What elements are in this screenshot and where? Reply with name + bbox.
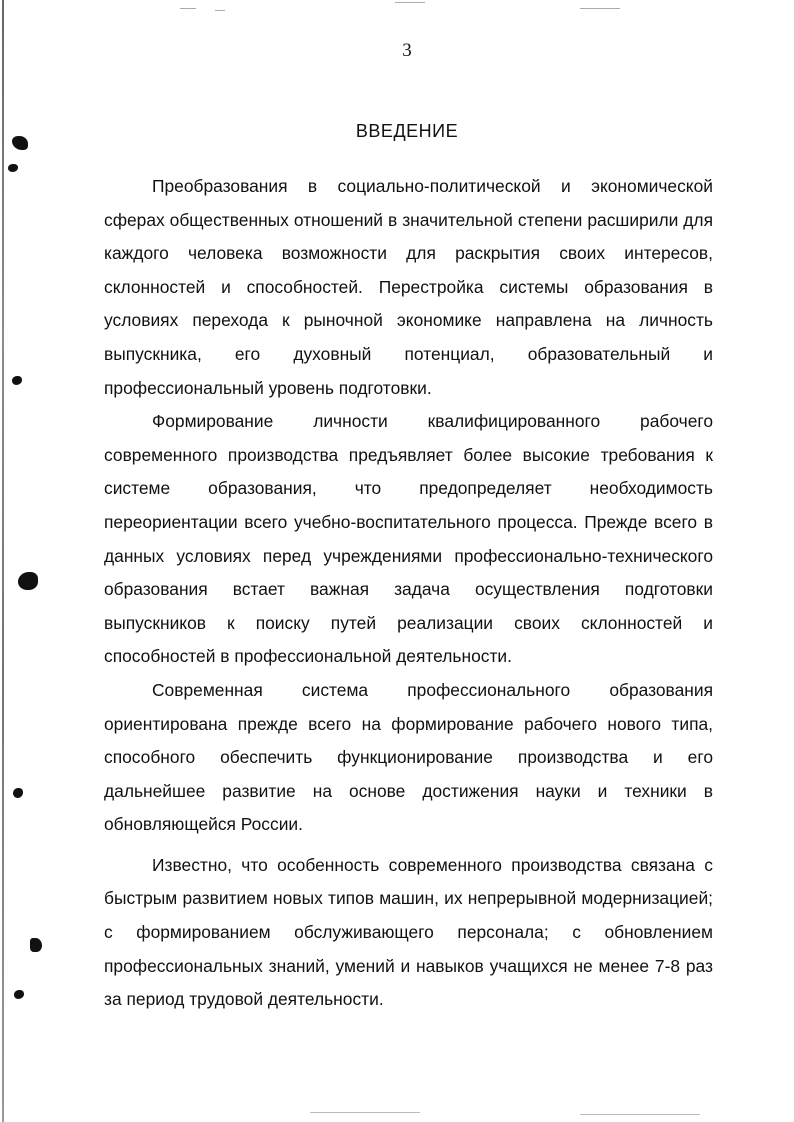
scan-edge-mark (215, 10, 225, 11)
scan-edge-mark (180, 8, 196, 9)
punch-hole-mark (18, 572, 38, 590)
scan-edge-mark (580, 1114, 700, 1115)
section-heading: ВВЕДЕНИЕ (355, 121, 459, 141)
paragraph: Преобразования в социально-политической и экономической сферах общественных отношений в значительной степени расширили для каждого человека возможности для раскрытия своих интересов, склонностей и способностей. Перестройка системы образования в условиях перехода к рыночной экономике направлена на личность выпускника, его духовный потенциал, образовательный и профессиональный уровень подготовки. (104, 176, 713, 398)
body-text (104, 170, 713, 1017)
punch-hole-mark (30, 938, 42, 952)
paragraph: Известно, что особенность современного производства связана с быстрым развитием новых типов машин, их непрерывной модернизацией; с формированием обслуживающего персонала; с обновлением профессиональных знаний, умений и навыков учащихся не менее 7-8 раз за период трудовой деятельности. (104, 854, 713, 1010)
page-number: 3 (402, 40, 412, 61)
scan-edge-mark (310, 1112, 420, 1113)
punch-hole-mark (13, 788, 23, 798)
scan-edge-mark (580, 8, 620, 9)
paragraph: Современная система профессионального образования ориентирована прежде всего на формирование рабочего нового типа, способного обеспечить функционирование производства и его дальнейшее развитие на основе достижения науки и техники в обновляющейся России. (104, 679, 713, 835)
paragraph: Формирование личности квалифицированного рабочего современного производства предъявляет более высокие требования к системе образования, что предопределяет необходимость переориентации всего учебно-воспитательного процесса. Прежде всего в данных условиях перед учреждениями профессионально-технического образования встает важная задача осуществления подготовки выпускников к поиску путей реализации своих склонностей и способностей в профессиональной деятельности. (104, 411, 713, 667)
scan-binding-edge (2, 0, 4, 1122)
punch-hole-mark (14, 990, 24, 999)
punch-hole-mark (12, 376, 22, 385)
punch-hole-mark (8, 164, 18, 172)
scan-edge-mark (395, 2, 425, 3)
